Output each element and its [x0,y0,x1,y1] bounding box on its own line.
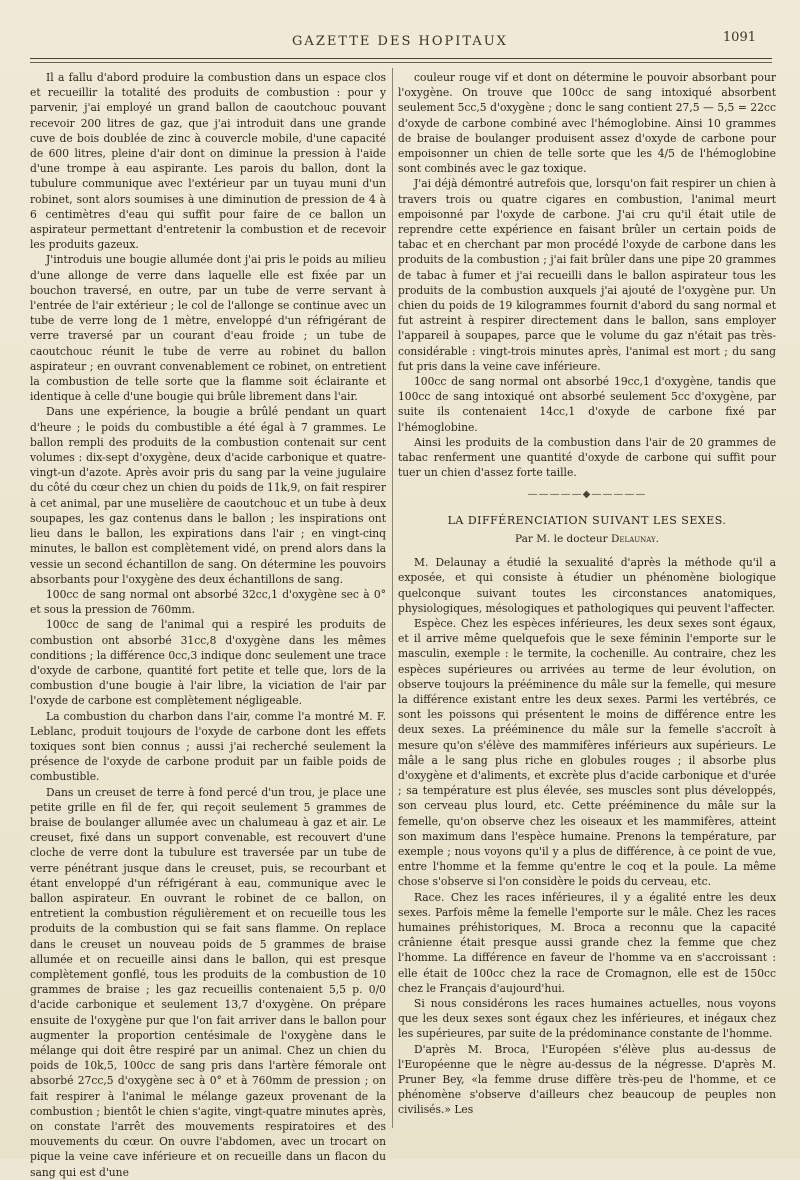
byline-prefix: Par M. le docteur [514,532,608,545]
paragraph: 100cc de sang de l'animal qui a respiré les produits de combustion ont absorbé 31cc,8 d'oxygène dans les mêmes conditions ; la différence 0cc,3 indique donc seulement une trace d'oxyde de carbone, quantité fort petite et telle que, lors de la combustion d'une bougie à l'air libre, la viciation de l'air par l'oxyde de carbone est complètement négligeable. [30,618,386,708]
paragraph: J'ai déjà démontré autrefois que, lorsqu'on fait respirer un chien à travers trois ou quatre cigares en combustion, l'animal meurt empoisonné par l'oxyde de carbone. J'ai cru qu'il était utile de reprendre cette expérience en faisant brûler un certain poids de tabac et en cherchant par mon procédé l'oxyde de carbone dans les produits de la combustion ; j'ai fait brûler dans une pipe 20 grammes de tabac à fumer et j'ai recueilli dans le ballon aspirateur tous les produits de la combustion auxquels j'ai ajouté de l'oxygène pur. Un chien du poids de 19 kilogrammes fournit d'abord du sang normal et fut astreint à respirer directement dans le ballon, sans employer l'appareil à soupapes, parce que le volume du gaz n'était pas très-considérable : vingt-trois minutes après, l'animal est mort ; du sang fut pris dans la veine cave inférieure. [398,177,776,373]
header-rule-secondary [30,62,772,63]
paragraph: Race. Chez les races inférieures, il y a égalité entre les deux sexes. Parfois même la femelle l'emporte sur le mâle. Chez les races humaines préhistoriques, M. Broca a reconnu que la capacité crânienne était presque aussi grande chez la femme que chez l'homme. La différence en faveur de l'homme va en s'accroissant : elle était de 100cc chez la race de Cromagnon, elle est de 150cc chez le Français d'aujourd'hui. [398,890,776,995]
paragraph: couleur rouge vif et dont on détermine le pouvoir absorbant pour l'oxygène. On trouve que 100cc de sang intoxiqué absorbent seulement 5cc,5 d'oxygène ; donc le sang contient 27,5 — 5,5 = 22cc d'oxyde de carbone combiné avec l'hémoglobine. Ainsi 10 grammes de braise de boulanger produisent assez d'oxyde de carbone pour empoisonner un chien de telle sorte que les 4/5 de l'hémoglobine sont combinés avec le gaz toxique. [398,71,776,176]
paragraph: J'introduis une bougie allumée dont j'ai pris le poids au milieu d'une allonge de verre dans laquelle elle est fixée par un bouchon traversé, en outre, par un tube de verre servant à l'entrée de l'air extérieur ; le col de l'allonge se continue avec un tube de verre long de 1 mètre, enveloppé d'un réfrigérant de verre traversé par un courant d'eau froide ; un tube de caoutchouc réunit le tube de verre au robinet du ballon aspirateur ; en ouvrant convenablement ce robinet, on entretient la combustion de telle sorte que la flamme soit éclairante et identique à celle d'une bougie qui brûle librement dans l'air. [30,253,386,404]
section-title: LA DIFFÉRENCIATION SUIVANT LES SEXES. [447,513,727,527]
column-divider [392,68,393,1128]
paragraph: D'après M. Broca, l'Européen s'élève plus au-dessus de l'Européenne que le nègre au-dessus de la négresse. D'après M. Pruner Bey, «la femme druse diffère très-peu de l'homme, et ce phénomène s'observe d'ailleurs chez beaucoup de peuples non civilisés.» Les [398,1042,776,1117]
paragraph: Dans une expérience, la bougie a brûlé pendant un quart d'heure ; le poids du combustible a été égal à 7 grammes. Le ballon rempli des produits de la combustion contenait sur cent volumes : dix-sept d'oxygène, deux d'acide carbonique et quatre-vingt-un d'azote. Après avoir pris du sang par la veine jugulaire du côté du cœur chez un chien du poids de 11k,9, on fait respirer à cet animal, par une muselière de caoutchouc et un tube à deux soupapes, les gaz contenus dans le ballon ; les inspirations ont lieu dans le ballon, les expirations dans l'air ; en vingt-cinq minutes, le ballon est complètement vidé, on prend alors dans la vessie un second échantillon de sang. On détermine les pouvoirs absorbants pour l'oxygène des deux échantillons de sang. [30,405,386,586]
journal-title: GAZETTE DES HOPITAUX [292,34,508,49]
paragraph: 100cc de sang normal ont absorbé 32cc,1 d'oxygène sec à 0° et sous la pression de 760mm. [30,587,386,617]
paragraph: La combustion du charbon dans l'air, comme l'a montré M. F. Leblanc, produit toujours de l'oxyde de carbone dont les effets toxiques sont bien connus ; aussi j'ai recherché seulement la présence de l'oxyde de carbone produit par un faible poids de combustible. [30,709,386,784]
paragraph: Il a fallu d'abord produire la combustion dans un espace clos et recueillir la totalité des produits de combustion : pour y parvenir, j'ai employé un grand ballon de caoutchouc pouvant recevoir 200 litres de gaz, que j'ai introduit dans une grande cuve de bois doublée de zinc à couvercle mobile, d'une capacité de 600 litres, pleine d'air dont on diminue la pression à l'aide d'une trompe à eau aspirante. Les parois du ballon, dont la tubulure communique avec l'extérieur par un tuyau muni d'un robinet, sont alors soumises à une diminution de pression de 4 à 6 centimètres d'eau qui suffit pour faire de ce ballon un aspirateur permettant d'entretenir la combustion et de recevoir les produits gazeux. [30,71,386,252]
byline [398,532,776,547]
paragraph: Si nous considérons les races humaines actuelles, nous voyons que les deux sexes sont égaux chez les inférieures, et inégaux chez les supérieures, par suite de la prédominance constante de l'homme. [398,996,776,1041]
paragraph: Espèce. Chez les espèces inférieures, les deux sexes sont égaux, et il arrive même quelquefois que le sexe féminin l'emporte sur le masculin, exemple : le termite, la cochenille. Au contraire, chez les espèces supérieures ou arrivées au terme de leur évolution, on observe toujours la prééminence du mâle sur la femelle, qui mesure la différence existant entre les deux sexes. Parmi les vertébrés, ce sont les poissons qui présentent le moins de différence entre les deux sexes. La prééminence du mâle sur la femelle s'accroît à mesure qu'on s'élève des mammifères inférieurs aux supérieurs. Le mâle a le sang plus riche en globules rouges ; il absorbe plus d'oxygène et d'aliments, et excrète plus d'acide carbonique et d'urée ; sa température est plus élevée, ses muscles sont plus développés, son cerveau plus lourd, etc. Cette prééminence du mâle sur la femelle, qu'on observe chez les oiseaux et les mammifères, atteint son maximum dans l'espèce humaine. Prenons la température, par exemple ; nous voyons qu'il y a plus de différence, à ce point de vue, entre l'homme et la femme qu'entre le coq et la poule. La même chose s'observe si l'on considère le poids du cerveau, etc. [398,616,776,889]
paragraph: 100cc de sang normal ont absorbé 19cc,1 d'oxygène, tandis que 100cc de sang intoxiqué ont absorbé seulement 5cc d'oxygène, par suite ils contenaient 14cc,1 d'oxyde de carbone fixé par l'hémoglobine. [398,375,776,434]
paragraph: Dans un creuset de terre à fond percé d'un trou, je place une petite grille en fil de fer, qui reçoit seulement 5 grammes de braise de boulanger allumée avec un chalumeau à gaz et air. Le creuset, fixé dans un support convenable, est recouvert d'une cloche de verre dont la tubulure est traversée par un tube de verre pénétrant jusque dans le creuset, puis, se recourbant et étant enveloppé d'un réfrigérant à eau, communique avec le ballon aspirateur. En ouvrant le robinet de ce ballon, on entretient la combustion régulièrement et on recueille tous les produits de la combustion qui se fait sans flamme. On replace dans le creuset un nouveau poids de 5 grammes de braise allumée et on recueille ainsi dans le ballon, qui est presque complètement gonflé, tous les produits de la combustion de 10 grammes de braise ; les gaz recueillis contenaient 5,5 p. 0/0 d'acide carbonique et seulement 13,7 d'oxygène. On prépare ensuite de l'oxygène pur que l'on fait arriver dans le ballon pour augmenter la proportion centésimale de l'oxygène dans le mélange qui doit être respiré par un animal. Chez un chien du poids de 10k,5, 100cc de sang pris dans l'artère fémorale ont absorbé 27cc,5 d'oxygène sec à 0° et à 760mm de pression ; on fait respirer à l'animal le mélange gazeux provenant de la combustion ; bientôt le chien s'agite, vingt-quatre minutes après, on constate l'arrêt des mouvements respiratoires et des mouvements du cœur. On ouvre l'abdomen, avec un trocart on pique la veine cave inférieure et on recueille dans un flacon du sang qui est d'une [30,785,386,1179]
right-column [398,70,776,1118]
section-separator: —————◆————— [527,489,647,501]
paragraph: M. Delaunay a étudié la sexualité d'après la méthode qu'il a exposée, et qui consiste à étudier un phénomène biologique quelconque suivant toutes les circonstances anatomiques, physiologiques, mésologiques et pathologiques qui peuvent l'affecter. [398,556,776,615]
page-number: 1091 [722,30,756,45]
left-column [30,70,386,1180]
page-header [40,30,760,54]
author-name: Delaunay. [611,532,660,545]
header-rule [30,58,772,59]
paragraph: Ainsi les produits de la combustion dans l'air de 20 grammes de tabac renferment une quantité d'oxyde de carbone qui suffit pour tuer un chien d'assez forte taille. [398,435,776,480]
